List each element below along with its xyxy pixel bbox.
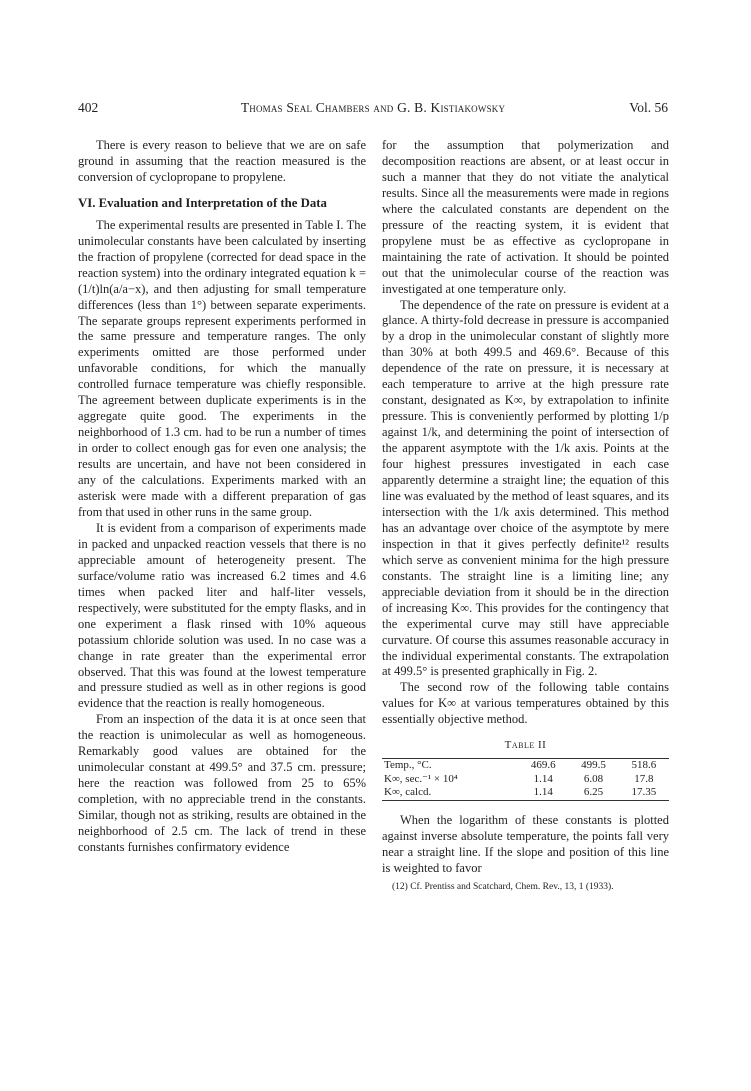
table-cell: 6.25 <box>583 786 604 799</box>
table-cell: 17.8 <box>634 772 654 785</box>
left-column <box>78 138 366 856</box>
data-table <box>382 758 669 801</box>
table-cell: 499.5 <box>581 759 606 772</box>
row-label: K∞, calcd. <box>384 786 432 799</box>
paragraph: The second row of the following table contains values for K∞ at various temperatures obtained by this essentially objective method. <box>382 680 669 727</box>
table-title: Table II <box>504 739 547 752</box>
table-row <box>382 773 669 787</box>
table-cell: 6.08 <box>583 772 604 785</box>
paragraph: When the logarithm of these constants is plotted against inverse absolute temperature, the points fall very near a straight line. If the slope and position of this line is weighted to favor <box>382 812 669 875</box>
page-header <box>78 100 668 118</box>
table-row <box>382 759 669 773</box>
section-heading: VI. Evaluation and Interpretation of the Data <box>78 195 327 210</box>
volume-label: Vol. 56 <box>629 100 668 115</box>
table-row <box>382 786 669 800</box>
right-column <box>382 138 669 893</box>
table-cell: 518.6 <box>631 759 657 772</box>
paragraph: From an inspection of the data it is at once seen that the reaction is unimolecular as well as homogeneous. Remarkably good values are obtained for the unimolecular constant at 499.5° and 37.5 cm. pressure; here the reaction was followed from 25 to 65% completion, with no appreciable trend in the constants. Similar, though not as striking, results are obtained in the neighborhood of 2.5 cm. The lack of trend in these constants furnishes confirmatory evidence <box>78 712 366 854</box>
footnote: (12) Cf. Prentiss and Scatchard, Chem. Rev., 13, 1 (1933). <box>392 881 614 892</box>
row-label: K∞, sec.⁻¹ × 10⁴ <box>384 772 458 785</box>
running-title: Thomas Seal Chambers and G. B. Kistiakowsky <box>240 100 506 115</box>
paragraph: for the assumption that polymerization and decomposition reactions are absent, or at least occur in such a manner that they do not vitiate the analytical results. Since all the measurements were made in regions where the calculated constants are dependent on the pressure of the reacting system, it is evident that propylene must be as effective as cyclopropane in maintaining the rate of activation. It should be pointed out that the unimolecular course of the reaction was investigated at one temperature only. <box>382 138 669 296</box>
page-number: 402 <box>78 100 99 115</box>
paragraph: It is evident from a comparison of experiments made in packed and unpacked reaction vessels that there is no appreciable amount of heterogeneity present. The surface/volume ratio was increased 6.2 times and 4.6 times when packed liter and half-liter vessels, respectively, were substituted for the empty flasks, and in one experiment a flask rinsed with 10% aqueous potassium chloride solution was used. In no case was a change in rate greater than the experimental error observed. That this was found at the lowest temperature and pressure studied as well as in other regions is good evidence that the reaction is really homogeneous. <box>78 520 366 711</box>
paragraph: There is every reason to believe that we are on safe ground in assuming that the reaction measured is the conversion of cyclopropane to propylene. <box>78 138 366 184</box>
table-cell: 1.14 <box>533 786 553 799</box>
table-cell: 1.14 <box>533 772 553 785</box>
row-label: Temp., °C. <box>384 759 432 772</box>
paragraph: The dependence of the rate on pressure is evident at a glance. A thirty-fold decrease in pressure is accompanied by a drop in the unimolecular constant of slightly more than 30% at both 499.5 and 469.6°. Because of this dependence of the rate on pressure, it is necessary at each temperature to arrive at the high pressure rate constant, designated as K∞, by extrapolation to infinite pressure. This is conveniently performed by plotting 1/p against 1/k, and determining the point of intersection of the apparent asymptote with the 1/k axis. Points at the four highest pressures investigated in each case apparently determine a straight line; the equation of this line was evaluated by the method of least squares, and its intersection with the 1/k axis determined. This method has an advantage over choice of the asymptote by mere inspection in that it gives perfectly definite¹² results which serve as convenient minima for the high pressure constants. The straight line is a limiting line; any appreciable deviation from it should be in the direction of increasing K∞. This provides for the contingency that the experimental curve may still have appreciable curvature. Of course this assumes reasonable accuracy in the individual experimental constants. The extrapolation at 499.5° is presented graphically in Fig. 2. <box>382 297 669 679</box>
table-cell: 469.6 <box>530 759 556 772</box>
table-cell: 17.35 <box>631 786 657 799</box>
paragraph: The experimental results are presented in Table I. The unimolecular constants have been calculated by inserting the fraction of propylene (corrected for dead space in the reaction system) into the ordinary integrated equation k = (1/t)ln(a/a−x), and then adjusting for small temperature differences (less than 1°) between separate experiments. The separate groups represent experiments performed in the same pressure and temperature ranges. The only experiments omitted are those performed under unfavorable conditions, for which the manually controlled furnace temperature was chiefly responsible. The agreement between duplicate experiments is in the aggregate quite good. The experiments in the neighborhood of 1.3 cm. had to be run a number of times in order to collect enough gas for even one analysis; the results are uncertain, and have not been considered in any of the calculations. Experiments marked with an asterisk were made with a different preparation of gas from that used in other runs in the same group. <box>78 217 366 519</box>
